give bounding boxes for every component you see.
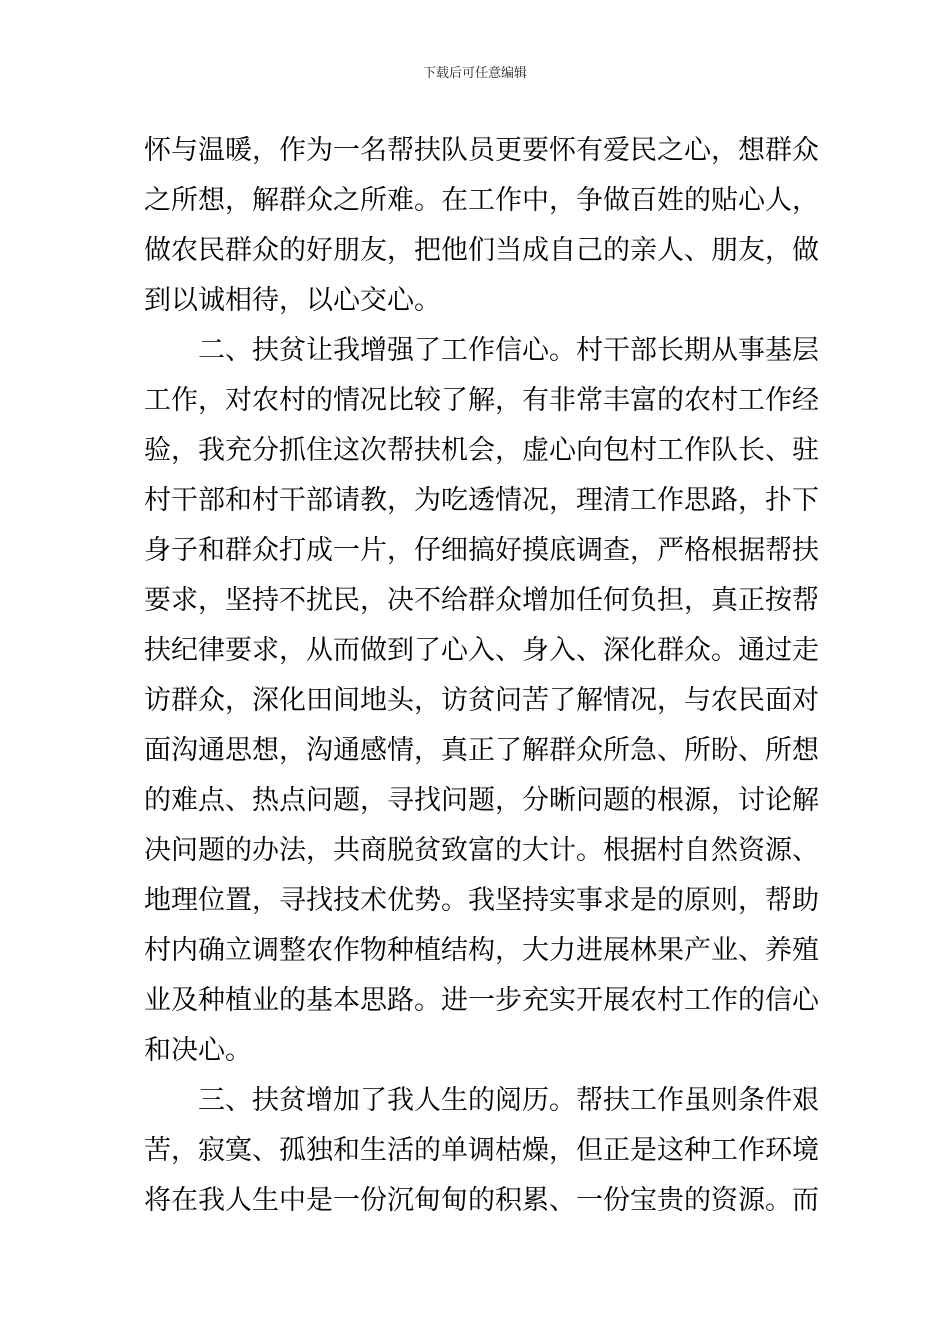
text-line: 面沟通思想，沟通感情，真正了解群众所急、所盼、所想 <box>144 735 819 766</box>
text-line: 到以诚相待，以心交心。 <box>144 285 441 316</box>
text-line: 工作，对农村的情况比较了解，有非常丰富的农村工作经 <box>144 385 819 416</box>
text-line: 二、扶贫让我增强了工作信心。村干部长期从事基层 <box>144 335 819 366</box>
text-line: 村干部和村干部请教，为吃透情况，理清工作思路，扑下 <box>144 485 819 516</box>
paragraph-3 <box>144 1076 819 1226</box>
text-line: 苦，寂寞、孤独和生活的单调枯燥，但正是这种工作环境 <box>144 1135 819 1166</box>
text-line: 访群众，深化田间地头，访贫问苦了解情况，与农民面对 <box>144 685 819 716</box>
text-line: 怀与温暖，作为一名帮扶队员更要怀有爱民之心，想群众 <box>144 135 819 166</box>
text-line: 验，我充分抓住这次帮扶机会，虚心向包村工作队长、驻 <box>144 435 819 466</box>
text-line: 决问题的办法，共商脱贫致富的大计。根据村自然资源、 <box>144 835 819 866</box>
text-line: 三、扶贫增加了我人生的阅历。帮扶工作虽则条件艰 <box>144 1085 819 1116</box>
text-line: 做农民群众的好朋友，把他们当成自己的亲人、朋友，做 <box>144 235 819 266</box>
text-line: 要求，坚持不扰民，决不给群众增加任何负担，真正按帮 <box>144 585 819 616</box>
text-line: 村内确立调整农作物种植结构，大力进展林果产业、养殖 <box>144 935 819 966</box>
text-line: 和决心。 <box>144 1035 252 1066</box>
text-line: 业及种植业的基本思路。进一步充实开展农村工作的信心 <box>144 985 819 1016</box>
text-line: 扶纪律要求，从而做到了心入、身入、深化群众。通过走 <box>144 635 819 666</box>
text-line: 身子和群众打成一片，仔细搞好摸底调查，严格根据帮扶 <box>144 535 819 566</box>
text-line: 之所想，解群众之所难。在工作中，争做百姓的贴心人， <box>144 185 819 216</box>
document-body <box>144 126 819 1226</box>
page-header: 下载后可任意编辑 <box>422 66 527 81</box>
text-line: 将在我人生中是一份沉甸甸的积累、一份宝贵的资源。而 <box>144 1185 819 1216</box>
paragraph-2 <box>144 326 819 1076</box>
text-line: 地理位置，寻找技术优势。我坚持实事求是的原则，帮助 <box>144 885 819 916</box>
paragraph-1 <box>144 126 819 326</box>
text-line: 的难点、热点问题，寻找问题，分晰问题的根源，讨论解 <box>144 785 819 816</box>
